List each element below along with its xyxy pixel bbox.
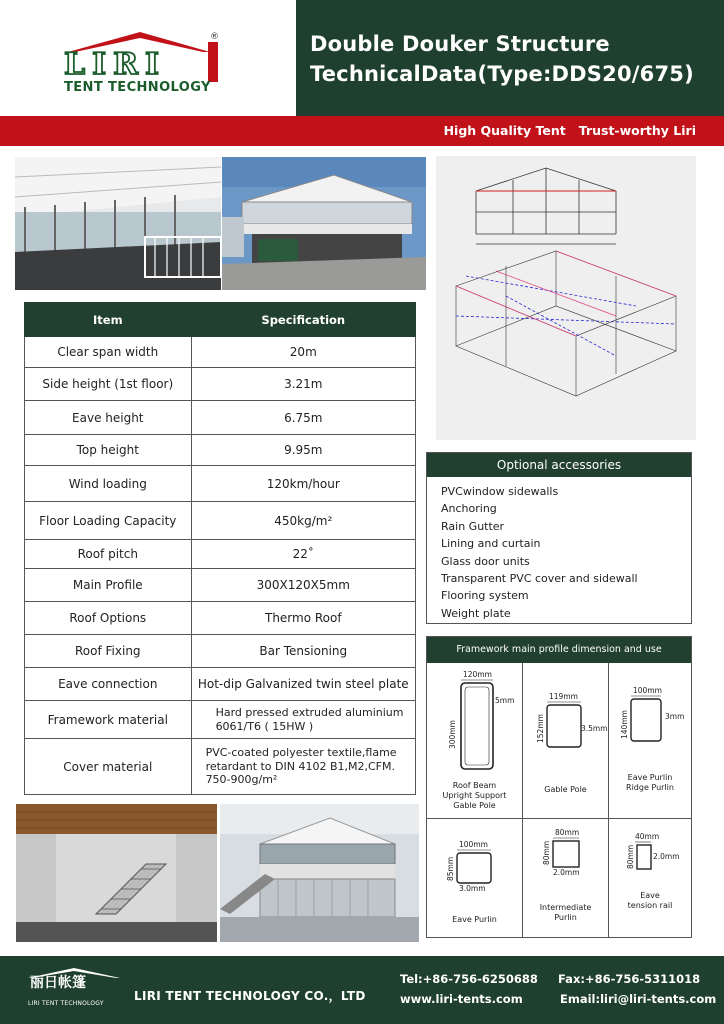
row-value: 120km/hour [191,466,415,502]
svg-text:80mm: 80mm [555,828,580,837]
svg-text:119mm: 119mm [549,692,578,701]
row-label: Clear span width [25,337,192,368]
table-row [25,569,416,602]
table-row [25,540,416,569]
row-value: Hot-dip Galvanized twin steel plate [191,668,415,701]
profile-roof-beam [427,663,523,819]
logo-subtitle: TENT TECHNOLOGY [64,80,211,95]
svg-text:140mm: 140mm [620,710,629,739]
svg-text:®: ® [210,32,219,42]
footer-company-name: LIRI TENT TECHNOLOGY CO.，LTD [134,989,366,1003]
table-row [25,739,416,795]
liri-logo-icon [60,28,230,84]
profile-caption: Eave tension rail [627,891,673,910]
table-row [25,502,416,540]
two-storey-tent-photo [220,804,419,942]
table-row [25,668,416,701]
table-row [25,435,416,466]
col-spec-header: Specification [191,303,415,337]
list-item: Lining and curtain [441,537,541,551]
svg-text:85mm: 85mm [446,856,455,881]
profile-caption: Eave Purlin Ridge Purlin [626,773,674,792]
table-row [25,602,416,635]
table-row [25,466,416,502]
row-label: Main Profile [25,569,192,602]
list-item: Glass door units [441,554,530,568]
footer-brand-sub: LIRI TENT TECHNOLOGY [28,1000,104,1007]
row-label: Roof Options [25,602,192,635]
table-row [25,701,416,739]
profile-caption: Eave Purlin [452,915,497,924]
row-value: 450kg/m² [191,502,415,540]
row-value: 3.21m [191,368,415,401]
svg-text:3.5mm: 3.5mm [581,724,608,733]
page-subtitle: TechnicalData(Type:DDS20/675) [310,62,694,86]
table-row [25,337,416,368]
title-area [296,0,724,116]
row-label: Wind loading [25,466,192,502]
row-value: PVC-coated polyester textile,flame retardant to DIN 4102 B1,M2,CFM. 750-900g/m² [191,739,415,795]
profile-grid [427,663,691,937]
footer-website-link[interactable]: www.liri-tents.com [400,992,523,1006]
profile-caption: Intermediate Purlin [539,903,592,922]
profile-eave-tension-rail [609,819,691,937]
optional-accessories-panel [426,452,692,624]
row-label: Cover material [25,739,192,795]
row-value: Hard pressed extruded aluminium 6061/T6 ( 15HW ) [191,701,415,739]
footer-brand-chinese: 丽日帐篷 [30,975,86,991]
list-item: Transparent PVC cover and sidewall [441,572,638,586]
list-item: Rain Gutter [441,519,505,533]
accessory-list [427,477,691,622]
list-item: Weight plate [441,606,511,620]
row-value: 20m [191,337,415,368]
profile-section-icon [427,839,523,909]
table-row [25,401,416,435]
svg-text:LIRI: LIRI [64,47,167,82]
logo-area [0,0,296,116]
svg-text:3.0mm: 3.0mm [459,884,486,893]
table-row [25,635,416,668]
profile-section-icon [523,691,609,771]
profile-caption: Roof Beam Upright Support Gable Pole [442,781,507,810]
footer-fax: Fax:+86-756-5311018 [558,972,701,986]
table-row [25,368,416,401]
row-label: Top height [25,435,192,466]
row-value: 300X120X5mm [191,569,415,602]
svg-text:100mm: 100mm [459,840,488,849]
exterior-photo [222,157,426,290]
svg-text:5mm: 5mm [495,696,515,705]
row-value: 22˚ [191,540,415,569]
row-label: Framework material [25,701,192,739]
profile-section-icon [609,685,691,765]
row-label: Floor Loading Capacity [25,502,192,540]
list-item: Flooring system [441,589,529,603]
row-label: Eave connection [25,668,192,701]
slogan-bar [0,116,724,146]
row-label: Roof Fixing [25,635,192,668]
row-value: Thermo Roof [191,602,415,635]
row-label: Eave height [25,401,192,435]
profile-caption: Gable Pole [544,785,587,794]
framework-profile-panel [426,636,692,938]
row-value: 6.75m [191,401,415,435]
row-value: 9.95m [191,435,415,466]
svg-text:152mm: 152mm [536,714,545,743]
svg-text:2.0mm: 2.0mm [553,868,580,877]
slogan-text: High Quality Tent Trust-worthy Liri [443,123,696,138]
profile-eave-purlin-small [427,819,523,937]
profile-gable-pole [523,663,609,819]
row-label: Side height (1st floor) [25,368,192,401]
profile-section-icon [523,827,609,897]
svg-text:80mm: 80mm [542,840,551,865]
page-title: Double Douker Structure [310,32,610,56]
footer-email-link[interactable]: Email:liri@liri-tents.com [560,992,717,1006]
svg-text:40mm: 40mm [635,832,660,841]
list-item: PVCwindow sidewalls [441,485,559,498]
page-footer [0,956,724,1024]
row-label: Roof pitch [25,540,192,569]
col-item-header: Item [25,303,192,337]
staircase-photo [16,804,217,942]
svg-text:300mm: 300mm [448,720,457,749]
frame-drawing [436,156,696,440]
svg-text:100mm: 100mm [633,686,662,695]
svg-text:3mm: 3mm [665,712,685,721]
svg-text:80mm: 80mm [626,844,635,869]
svg-text:120mm: 120mm [463,670,492,679]
row-value: Bar Tensioning [191,635,415,668]
page-header [0,0,724,116]
footer-tel: Tel:+86-756-6250688 [400,972,538,986]
framework-title: Framework main profile dimension and use [427,637,691,663]
spec-table [24,302,416,795]
optional-accessories-title: Optional accessories [427,453,691,477]
profile-intermediate-purlin [523,819,609,937]
profile-section-icon [427,669,523,787]
interior-photo [15,157,221,290]
list-item: Anchoring [441,502,497,516]
svg-text:2.0mm: 2.0mm [653,852,680,861]
profile-eave-purlin [609,663,691,819]
